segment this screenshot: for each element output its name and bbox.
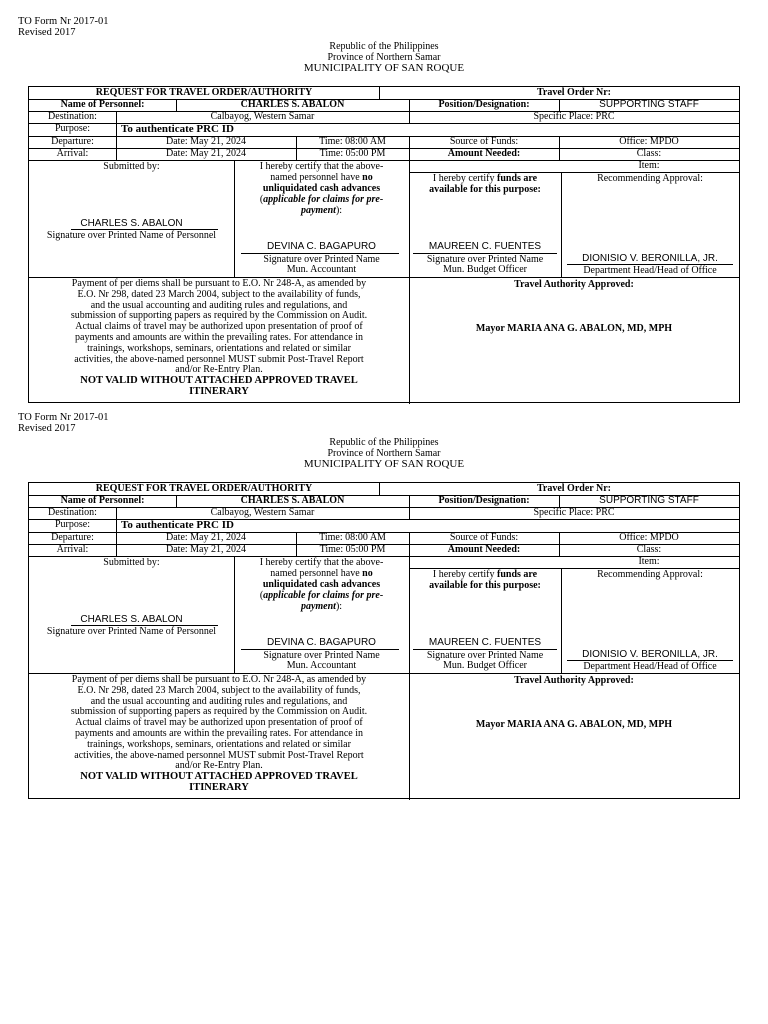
cert-emphasis: funds are: [497, 569, 538, 580]
accountant-certification: [234, 557, 409, 612]
specific-place: Specific Place: PRC: [533, 111, 615, 122]
notice-line: Actual claims of travel may be authorized upon presentation of proof of: [75, 717, 363, 729]
destination-label: Destination:: [48, 507, 97, 518]
notice-line: activities, the above-named personnel MUST submit Post-Travel Report: [74, 749, 364, 761]
notice-line: submission of supporting papers as required by the Commission on Audit.: [70, 706, 368, 718]
cert-emphasis: no: [362, 568, 373, 579]
not-valid-warning: ITINERARY: [189, 385, 249, 397]
form-meta: [18, 412, 109, 434]
notice-line: Payment of per diems shall be pursuant to E.O. Nr 248-A, as amended by: [71, 278, 367, 289]
caption-line: Mun. Accountant: [286, 264, 357, 275]
specific-place: Specific Place: PRC: [533, 507, 615, 518]
notice-line: trainings, workshops, seminars, orientations and related or similar: [87, 342, 351, 354]
notice-line: submission of supporting papers as required by the Commission on Audit.: [70, 310, 368, 322]
cert-paren: (: [259, 590, 264, 601]
form-table: [28, 482, 740, 799]
name-label: Name of Personnel:: [60, 495, 145, 506]
budget-officer-name: MAUREEN C. FUENTES: [428, 241, 542, 252]
departure-time: Time: 08:00 AM: [319, 532, 386, 543]
notice-line: trainings, workshops, seminars, orientations and related or similar: [87, 738, 351, 750]
mayor-name: Mayor MARIA ANA G. ABALON, MD, MPH: [475, 323, 673, 334]
arrival-time: Time: 05:00 PM: [319, 544, 386, 555]
form-number: TO Form Nr 2017-01: [18, 412, 109, 423]
recommending-name: DIONISIO V. BERONILLA, JR.: [582, 649, 718, 660]
departure-label: Departure:: [51, 532, 94, 543]
item-label: Item:: [638, 160, 660, 171]
office-value: Office: MPDO: [619, 136, 679, 147]
notice-line: Actual claims of travel may be authorized upon presentation of proof of: [75, 321, 363, 333]
budget-caption: [409, 651, 561, 671]
municipality-text: MUNICIPALITY OF SAN ROQUE: [303, 62, 465, 74]
amount-needed-label: Amount Needed:: [447, 544, 521, 555]
recommending-name: DIONISIO V. BERONILLA, JR.: [582, 253, 718, 264]
caption-line: Mun. Accountant: [286, 660, 357, 671]
budget-caption: [409, 255, 561, 275]
cert-emphasis: payment: [300, 601, 336, 612]
notice-line: E.O. Nr 298, dated 23 March 2004, subject to the availability of funds,: [77, 288, 361, 300]
recommending-approval-label: Recommending Approval:: [597, 173, 703, 184]
travel-order-form-1: [0, 16, 768, 412]
notice-line: activities, the above-named personnel MUST submit Post-Travel Report: [74, 353, 364, 365]
notice-line: payments and amounts are within the prevailing rates. For attendance in: [75, 331, 363, 343]
caption-line: Signature over Printed Name: [426, 650, 544, 661]
form-table: [28, 86, 740, 403]
submitted-name: CHARLES S. ABALON: [80, 614, 183, 625]
not-valid-warning: NOT VALID WITHOUT ATTACHED APPROVED TRAVEL: [80, 375, 358, 387]
cert-emphasis: no: [362, 172, 373, 183]
class-label: Class:: [636, 148, 662, 159]
recommending-caption: Department Head/Head of Office: [583, 265, 717, 276]
office-value: Office: MPDO: [619, 532, 679, 543]
cert-emphasis: payment: [300, 205, 336, 216]
departure-time: Time: 08:00 AM: [319, 136, 386, 147]
travel-order-number-label: Travel Order Nr:: [536, 87, 612, 98]
purpose-label: Purpose:: [55, 123, 90, 134]
submitted-by-label: Submitted by:: [103, 557, 160, 568]
accountant-name: DEVINA C. BAGAPURO: [267, 241, 376, 252]
departure-date: Date: May 21, 2024: [166, 136, 246, 147]
accountant-name: DEVINA C. BAGAPURO: [267, 637, 376, 648]
payment-notice: [31, 279, 407, 398]
government-header: [0, 41, 768, 74]
province-text: Province of Northern Samar: [327, 52, 441, 63]
cert-emphasis: applicable for claims for pre-: [263, 590, 384, 601]
item-label: Item:: [638, 556, 660, 567]
caption-line: Mun. Budget Officer: [443, 660, 527, 671]
cert-line: named personnel have: [270, 568, 363, 579]
personnel-name: CHARLES S. ABALON: [240, 495, 345, 506]
form-title: REQUEST FOR TRAVEL ORDER/AUTHORITY: [95, 483, 313, 494]
destination-value: Calbayog, Western Samar: [210, 507, 315, 518]
form-revision: Revised 2017: [18, 27, 76, 38]
personnel-name: CHARLES S. ABALON: [240, 99, 345, 110]
notice-line: and the usual accounting and auditing rules and regulations, and: [90, 299, 348, 311]
recommending-caption: Department Head/Head of Office: [583, 661, 717, 672]
notice-line: and/or Re-Entry Plan.: [175, 760, 263, 772]
notice-line: Payment of per diems shall be pursuant to E.O. Nr 248-A, as amended by: [71, 674, 367, 685]
arrival-time: Time: 05:00 PM: [319, 148, 386, 159]
budget-officer-name: MAUREEN C. FUENTES: [428, 637, 542, 648]
submitted-by-label: Submitted by:: [103, 161, 160, 172]
caption-line: Signature over Printed Name: [263, 254, 380, 265]
form-meta: [18, 16, 109, 38]
position-label: Position/Designation:: [438, 495, 530, 506]
class-label: Class:: [636, 544, 662, 555]
position-value: SUPPORTING STAFF: [599, 99, 699, 110]
payment-notice: [31, 675, 407, 794]
mayor-name: Mayor MARIA ANA G. ABALON, MD, MPH: [475, 719, 673, 730]
submitted-caption: Signature over Printed Name of Personnel: [46, 230, 217, 241]
arrival-label: Arrival:: [56, 544, 89, 555]
recommending-approval-label: Recommending Approval:: [597, 569, 703, 580]
republic-text: Republic of the Philippines: [329, 437, 439, 448]
form-number: TO Form Nr 2017-01: [18, 16, 109, 27]
notice-line: and the usual accounting and auditing rules and regulations, and: [90, 695, 348, 707]
departure-label: Departure:: [51, 136, 94, 147]
submitted-caption: Signature over Printed Name of Personnel: [46, 626, 217, 637]
cert-emphasis: funds are: [497, 173, 538, 184]
arrival-date: Date: May 21, 2024: [166, 148, 246, 159]
position-label: Position/Designation:: [438, 99, 530, 110]
notice-line: E.O. Nr 298, dated 23 March 2004, subject to the availability of funds,: [77, 684, 361, 696]
cert-line: named personnel have: [270, 172, 363, 183]
not-valid-warning: NOT VALID WITHOUT ATTACHED APPROVED TRAVEL: [80, 771, 358, 783]
municipality-text: MUNICIPALITY OF SAN ROQUE: [303, 458, 465, 470]
cert-line: available for this purpose:: [429, 580, 541, 591]
notice-line: payments and amounts are within the prevailing rates. For attendance in: [75, 727, 363, 739]
destination-label: Destination:: [48, 111, 97, 122]
amount-needed-label: Amount Needed:: [447, 148, 521, 159]
notice-line: and/or Re-Entry Plan.: [175, 364, 263, 376]
cert-line: I hereby certify that the above-: [259, 557, 384, 568]
name-label: Name of Personnel:: [60, 99, 145, 110]
caption-line: Signature over Printed Name: [426, 254, 544, 265]
budget-certification: [409, 173, 561, 195]
cert-line: I hereby certify that the above-: [259, 161, 384, 172]
destination-value: Calbayog, Western Samar: [210, 111, 315, 122]
arrival-date: Date: May 21, 2024: [166, 544, 246, 555]
purpose-value: To authenticate PRC ID: [121, 519, 234, 531]
travel-order-number-label: Travel Order Nr:: [536, 483, 612, 494]
position-value: SUPPORTING STAFF: [599, 495, 699, 506]
cert-line: I hereby certify: [432, 173, 498, 184]
cert-paren: ):: [335, 601, 343, 612]
cert-paren: ):: [335, 205, 343, 216]
accountant-caption: [234, 255, 409, 275]
caption-line: Signature over Printed Name: [263, 650, 380, 661]
cert-line: available for this purpose:: [429, 184, 541, 195]
form-revision: Revised 2017: [18, 423, 76, 434]
purpose-label: Purpose:: [55, 519, 90, 530]
republic-text: Republic of the Philippines: [329, 41, 439, 52]
form-title: REQUEST FOR TRAVEL ORDER/AUTHORITY: [95, 87, 313, 98]
travel-authority-label: Travel Authority Approved:: [514, 675, 634, 686]
purpose-value: To authenticate PRC ID: [121, 123, 234, 135]
travel-order-form-2: [0, 412, 768, 808]
caption-line: Mun. Budget Officer: [443, 264, 527, 275]
cert-line: unliquidated cash advances: [262, 183, 381, 194]
cert-line: I hereby certify: [432, 569, 498, 580]
accountant-certification: [234, 161, 409, 216]
cert-line: unliquidated cash advances: [262, 579, 381, 590]
source-of-funds-label: Source of Funds:: [449, 532, 519, 543]
cert-emphasis: applicable for claims for pre-: [263, 194, 384, 205]
source-of-funds-label: Source of Funds:: [449, 136, 519, 147]
accountant-caption: [234, 651, 409, 671]
cert-paren: (: [259, 194, 264, 205]
not-valid-warning: ITINERARY: [189, 781, 249, 793]
departure-date: Date: May 21, 2024: [166, 532, 246, 543]
budget-certification: [409, 569, 561, 591]
province-text: Province of Northern Samar: [327, 448, 441, 459]
travel-authority-label: Travel Authority Approved:: [514, 279, 634, 290]
arrival-label: Arrival:: [56, 148, 89, 159]
government-header: [0, 437, 768, 470]
submitted-name: CHARLES S. ABALON: [80, 218, 183, 229]
